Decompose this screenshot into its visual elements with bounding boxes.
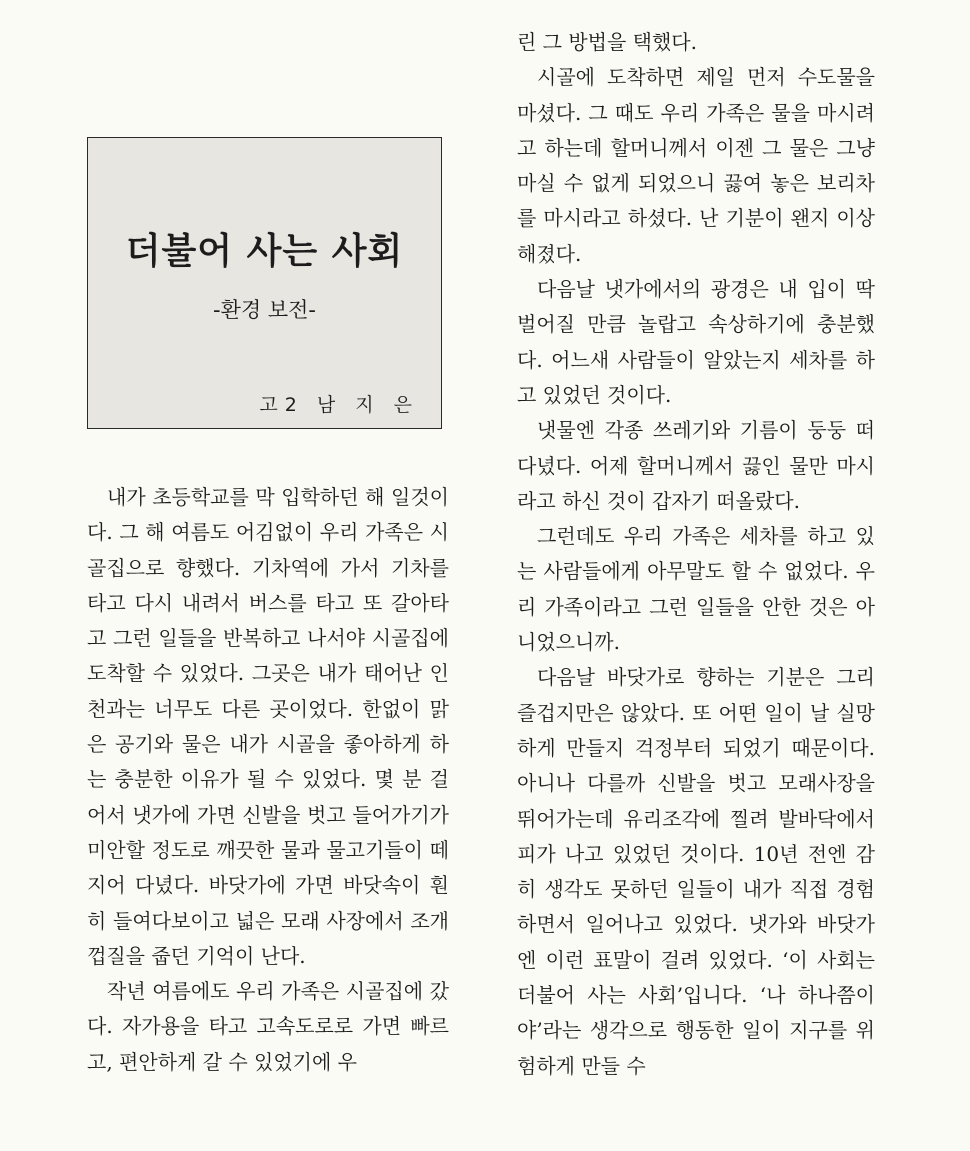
- paragraph: 작년 여름에도 우리 가족은 시골집에 갔다. 자가용을 타고 고속도로로 가면 빠르고, 편안하게 갈 수 있었기에 우: [87, 979, 449, 1074]
- article-title: 더불어 사는 사회: [125, 231, 404, 272]
- title-box: [87, 137, 442, 429]
- paragraph-continuation: 린 그 방법을 택했다.: [517, 30, 697, 54]
- paragraph: 다음날 냇가에서의 광경은 내 입이 딱 벌어질 만큼 놀랍고 속상하기에 충분했다. 어느새 사람들이 알았는지 세차를 하고 있었던 것이다.: [517, 277, 875, 407]
- left-column: [87, 480, 449, 1080]
- paragraph: 내가 초등학교를 막 입학하던 해 일것이다. 그 해 여름도 어김없이 우리 가족은 시골집으로 향했다. 기차역에 가서 기차를 타고 다시 내려서 버스를 타고 또 갈아타고 그런 일들을 반복하고 나서야 시골집에 도착할 수 있었다. 그곳은 내가 태어난 인천과는 너무도 다른 곳이었다. 한없이 맑은 공기와 물은 내가 시골을 좋아하게 하는 충분한 이유가 될 수 있었다. 몇 분 걸어서 냇가에 가면 신발을 벗고 들어가기가 미안할 정도로 깨끗한 물과 물고기들이 떼지어 다녔다. 바닷가에 가면 바닷속이 훤히 들여다보이고 넓은 모래 사장에서 조개껍질을 줍던 기억이 난다.: [87, 485, 449, 968]
- author-byline: 고2 남 지 은: [259, 394, 419, 416]
- paragraph: 냇물엔 각종 쓰레기와 기름이 둥둥 떠다녔다. 어제 할머니께서 끓인 물만 마시라고 하신 것이 갑자기 떠올랐다.: [517, 418, 875, 513]
- paragraph: 다음날 바닷가로 향하는 기분은 그리 즐겁지만은 않았다. 또 어떤 일이 날 실망하게 만들지 걱정부터 되었기 때문이다. 아니나 다를까 신발을 벗고 모래사장을 뛰어가는데 유리조각에 찔려 발바닥에서 피가 나고 있었던 것이다. 10년 전엔 감히 생각도 못하던 일들이 내가 직접 경험하면서 일어나고 있었다. 냇가와 바닷가엔 이런 표말이 걸려 있었다. ‘이 사회는 더불어 사는 사회’입니다. ‘나 하나쯤이야’라는 생각으로 행동한 일이 지구를 위험하게 만들 수: [517, 665, 875, 1078]
- paragraph: 시골에 도착하면 제일 먼저 수도물을 마셨다. 그 때도 우리 가족은 물을 마시려고 하는데 할머니께서 이젠 그 물은 그냥 마실 수 없게 되었으니 끓여 놓은 보리차를 마시라고 하셨다. 난 기분이 왠지 이상해졌다.: [517, 65, 875, 266]
- paragraph: 그런데도 우리 가족은 세차를 하고 있는 사람들에게 아무말도 할 수 없었다. 우리 가족이라고 그런 일들을 안한 것은 아니었으니까.: [517, 524, 875, 655]
- article-subtitle: -환경 보전-: [213, 298, 316, 322]
- right-column: [517, 25, 875, 1084]
